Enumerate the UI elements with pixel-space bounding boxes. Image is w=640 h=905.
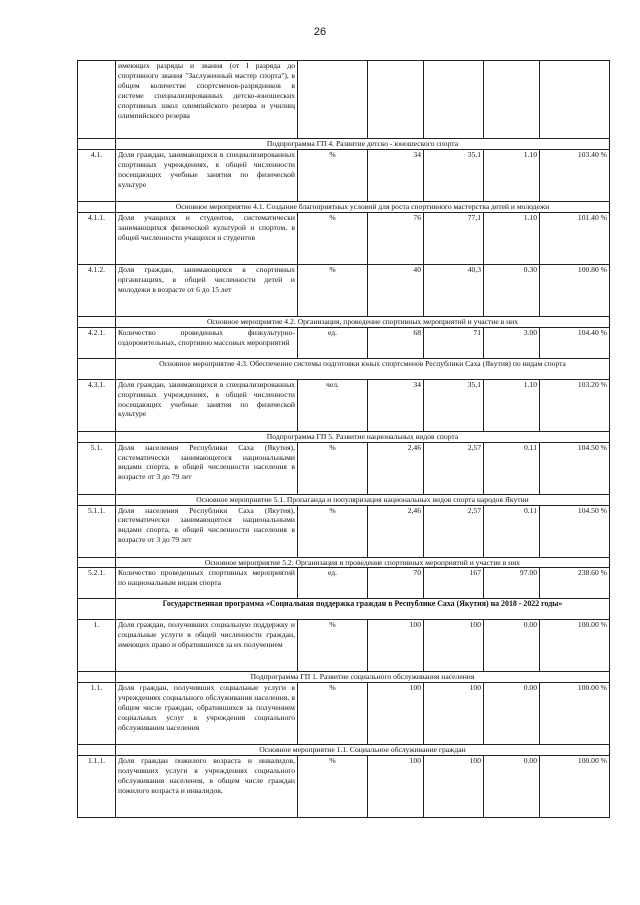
indicator-unit: ед. — [298, 327, 368, 358]
indicator-fact-value: 40,3 — [424, 264, 484, 316]
indicator-number — [78, 61, 116, 139]
section-title: Основное мероприятие 4.1. Создание благоприятных условий для роста спортивного мастерства детей и молодежи — [116, 201, 610, 212]
section-header-row — [78, 672, 610, 683]
section-title: Подпрограмма ГП 4. Развитие детско - юношеского спорта — [116, 139, 610, 150]
indicator-name: Доля граждан, получивших социальную поддержку и социальные услуги в общей численности граждан, имеющих право и обратившихся за их получением — [116, 620, 298, 672]
indicator-row — [78, 505, 610, 557]
indicator-number: 4.1. — [78, 149, 116, 201]
indicator-unit: ед. — [298, 568, 368, 599]
section-title: Подпрограмма ГП 5. Развитие национальных видов спорта — [116, 431, 610, 442]
indicator-fact-value: 167 — [424, 568, 484, 599]
indicator-plan-value: 34 — [368, 379, 424, 431]
indicator-row — [78, 620, 610, 672]
indicator-deviation: 1.10 — [484, 379, 540, 431]
indicator-deviation: 0.30 — [484, 264, 540, 316]
indicator-number: 5.2.1. — [78, 568, 116, 599]
indicator-deviation: 0.00 — [484, 620, 540, 672]
indicator-number: 1.1. — [78, 683, 116, 745]
indicator-deviation: 0.00 — [484, 756, 540, 818]
indicator-row — [78, 264, 610, 316]
empty-num-cell — [78, 316, 116, 327]
indicator-row — [78, 212, 610, 264]
indicator-row — [78, 756, 610, 818]
indicator-deviation: 3.00 — [484, 327, 540, 358]
indicator-row — [78, 568, 610, 599]
indicator-percent: 238.60 % — [540, 568, 610, 599]
indicator-name: Доля граждан, получивших социальные услуги в учреждениях социального обслуживания населения, в общем числе граждан, обратившихся за получением социальных услуг в учреждения социального обслуживания населения — [116, 683, 298, 745]
indicator-deviation: 1.10 — [484, 149, 540, 201]
indicator-plan-value: 100 — [368, 683, 424, 745]
section-title: Основное мероприятие 1.1. Социальное обслуживание граждан — [116, 745, 610, 756]
indicator-percent: 103.20 % — [540, 379, 610, 431]
indicator-row — [78, 379, 610, 431]
indicator-deviation: 0.11 — [484, 505, 540, 557]
indicator-fact-value: 2,57 — [424, 442, 484, 494]
indicator-deviation: 0.00 — [484, 683, 540, 745]
indicator-fact-value: 35,1 — [424, 379, 484, 431]
indicator-name: Доля граждан, занимающихся в специализированных спортивных учреждениях, в общей численности посещающих учебные занятия по физической культуре — [116, 379, 298, 431]
section-title: Основное мероприятие 5.1. Пропаганда и популяризация национальных видов спорта народов Якутии — [116, 494, 610, 505]
indicator-fact-value — [424, 61, 484, 139]
indicator-number: 5.1.1. — [78, 505, 116, 557]
indicator-percent: 101.40 % — [540, 212, 610, 264]
indicator-name: Доля населения Республики Саха (Якутия), систематически занимающегося национальными видами спорта, в общей численности населения в возрасте от 3 до 79 лет — [116, 505, 298, 557]
indicators-table — [77, 60, 610, 818]
indicator-unit: % — [298, 212, 368, 264]
indicator-name: Доля населения Республики Саха (Якутия), систематически занимающегося национальными видами спорта, в общей численности населения в возрасте от 3 до 79 лет — [116, 442, 298, 494]
indicator-number: 4.1.1. — [78, 212, 116, 264]
indicator-unit: % — [298, 505, 368, 557]
indicator-row — [78, 149, 610, 201]
indicator-number: 1. — [78, 620, 116, 672]
section-header-row — [78, 431, 610, 442]
indicator-percent: 100.00 % — [540, 683, 610, 745]
page-number: 26 — [313, 26, 327, 38]
indicator-name: имеющих разряды и звания (от I разряда до спортивного звания "Заслуженный мастер спорта"), в общем количестве спортсменов-разрядников в системе специализированных детско-юношеских спортивных школ олимпийского резерва и училищ олимпийского резерва — [116, 61, 298, 139]
indicator-unit — [298, 61, 368, 139]
section-header-row — [78, 139, 610, 150]
indicator-percent: 104.40 % — [540, 327, 610, 358]
indicator-plan-value: 2,46 — [368, 442, 424, 494]
indicator-deviation: 0.11 — [484, 442, 540, 494]
program-header-row — [78, 599, 610, 620]
indicator-percent — [540, 61, 610, 139]
program-title: Государственная программа «Социальная поддержка граждан в Республике Саха (Якутия) на 2018 - 2022 годы» — [116, 599, 610, 620]
indicator-number: 5.1. — [78, 442, 116, 494]
section-header-row — [78, 316, 610, 327]
indicator-fact-value: 100 — [424, 756, 484, 818]
section-title: Основное мероприятие 5.2. Организация и проведение спортивных мероприятий и участие в них — [116, 557, 610, 568]
section-header-row — [78, 201, 610, 212]
indicator-row — [78, 683, 610, 745]
indicator-deviation — [484, 61, 540, 139]
indicator-fact-value: 100 — [424, 683, 484, 745]
indicator-plan-value: 2,46 — [368, 505, 424, 557]
indicator-number: 4.1.2. — [78, 264, 116, 316]
indicator-plan-value: 40 — [368, 264, 424, 316]
empty-num-cell — [78, 672, 116, 683]
empty-num-cell — [78, 599, 116, 620]
indicator-unit: % — [298, 683, 368, 745]
indicator-row — [78, 61, 610, 139]
indicator-percent: 104.50 % — [540, 505, 610, 557]
indicator-unit: % — [298, 442, 368, 494]
section-header-row — [78, 358, 610, 379]
indicator-fact-value: 77,1 — [424, 212, 484, 264]
section-header-row — [78, 494, 610, 505]
empty-num-cell — [78, 745, 116, 756]
indicator-plan-value: 76 — [368, 212, 424, 264]
indicator-plan-value: 34 — [368, 149, 424, 201]
indicator-deviation: 1.10 — [484, 212, 540, 264]
indicator-fact-value: 71 — [424, 327, 484, 358]
empty-num-cell — [78, 431, 116, 442]
indicator-percent: 104.50 % — [540, 442, 610, 494]
indicator-plan-value: 100 — [368, 756, 424, 818]
indicator-unit: чел. — [298, 379, 368, 431]
indicator-unit: % — [298, 756, 368, 818]
indicator-plan-value — [368, 61, 424, 139]
indicator-name: Доля граждан, занимающихся в специализированных спортивных учреждениях, в общей численности посещающих учебные занятия по физической культуре — [116, 149, 298, 201]
indicator-fact-value: 100 — [424, 620, 484, 672]
indicator-percent: 100.80 % — [540, 264, 610, 316]
indicator-name: Количество проведенных спортивных мероприятий по национальным видам спорта — [116, 568, 298, 599]
indicator-plan-value: 68 — [368, 327, 424, 358]
indicator-fact-value: 2,57 — [424, 505, 484, 557]
section-title: Основное мероприятие 4.3. Обеспечение системы подготовки юных спортсменов Республики Саха (Якутия) по видам спорта — [116, 358, 610, 379]
indicator-number: 4.2.1. — [78, 327, 116, 358]
indicator-number: 1.1.1. — [78, 756, 116, 818]
empty-num-cell — [78, 358, 116, 379]
indicator-plan-value: 70 — [368, 568, 424, 599]
indicator-number: 4.3.1. — [78, 379, 116, 431]
indicator-name: Доля граждан, занимающихся в спортивных организациях, в общей численности детей и молодежи в возрасте от 6 до 15 лет — [116, 264, 298, 316]
indicator-deviation: 97.00 — [484, 568, 540, 599]
section-header-row — [78, 557, 610, 568]
indicator-unit: % — [298, 149, 368, 201]
indicator-percent: 100.00 % — [540, 756, 610, 818]
indicator-row — [78, 327, 610, 358]
indicator-name: Доля учащихся и студентов, систематически занимающихся физической культурой и спортом, в общей численности учащихся и студентов — [116, 212, 298, 264]
empty-num-cell — [78, 494, 116, 505]
empty-num-cell — [78, 201, 116, 212]
empty-num-cell — [78, 139, 116, 150]
indicator-row — [78, 442, 610, 494]
section-title: Подпрограмма ГП 1. Развитие социального обслуживания населения — [116, 672, 610, 683]
indicator-unit: % — [298, 264, 368, 316]
indicator-fact-value: 35,1 — [424, 149, 484, 201]
indicator-plan-value: 100 — [368, 620, 424, 672]
section-title: Основное мероприятие 4.2. Организация, проведение спортивных мероприятий и участие в них — [116, 316, 610, 327]
indicator-percent: 100.00 % — [540, 620, 610, 672]
indicator-name: Доля граждан пожилого возраста и инвалидов, получивших услуги в учреждениях социального обслуживания населения, в общем числе граждан пожилого возраста и инвалидов, — [116, 756, 298, 818]
section-header-row — [78, 745, 610, 756]
indicator-percent: 103.40 % — [540, 149, 610, 201]
indicator-name: Количество проведенных физкультурно-оздоровительных, спортивно массовых мероприятий — [116, 327, 298, 358]
indicator-unit: % — [298, 620, 368, 672]
empty-num-cell — [78, 557, 116, 568]
